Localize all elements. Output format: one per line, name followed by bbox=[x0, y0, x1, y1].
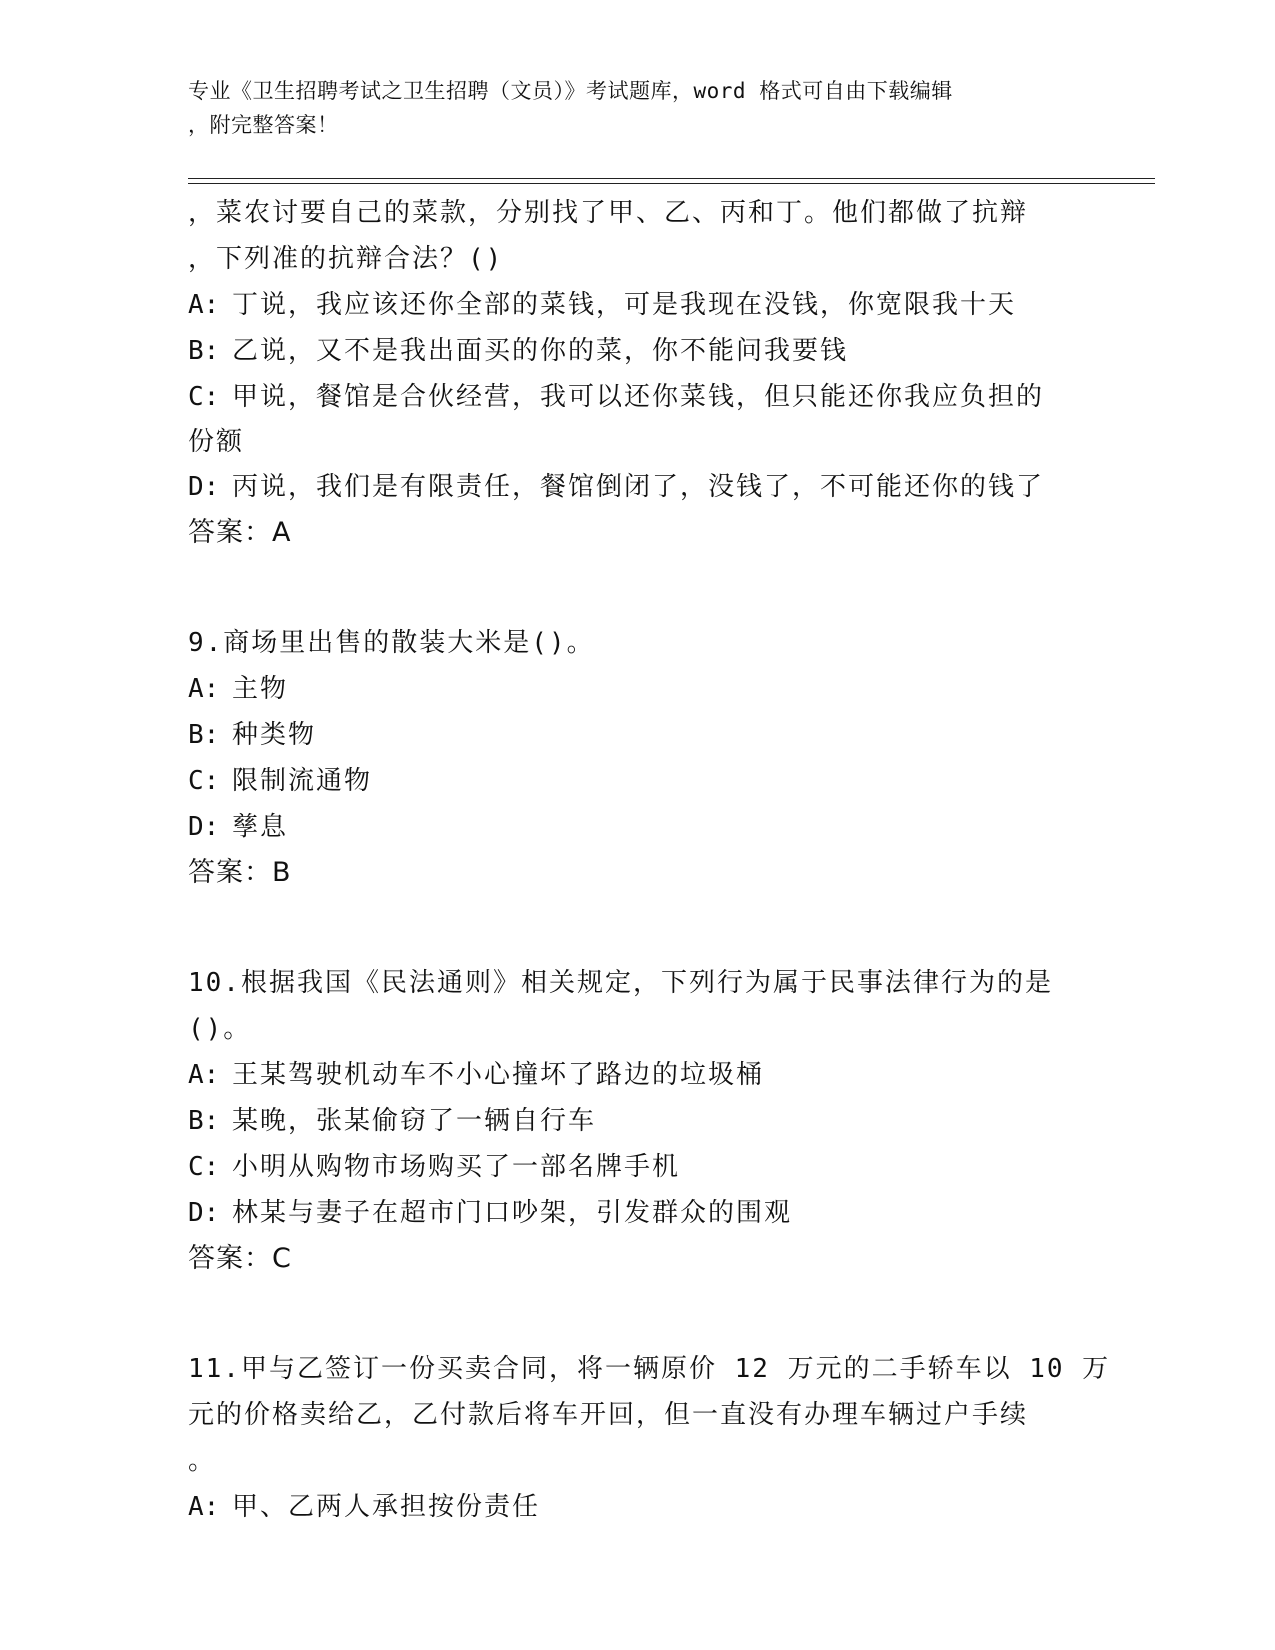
option-d bbox=[188, 1190, 1088, 1236]
option-key: A: bbox=[188, 1060, 220, 1090]
option-text: 种类物 bbox=[232, 720, 317, 750]
option-text: 甲说，餐馆是合伙经营，我可以还你菜钱，但只能还你我应负担的 bbox=[232, 382, 1045, 412]
option-b bbox=[188, 328, 1088, 374]
question-9 bbox=[188, 620, 1088, 896]
question-list bbox=[188, 190, 1111, 1530]
option-key: C: bbox=[188, 766, 220, 796]
option-key: D: bbox=[188, 812, 220, 842]
option-c bbox=[188, 758, 1088, 804]
option-key: C: bbox=[188, 382, 220, 412]
option-c bbox=[188, 374, 1088, 420]
question-8 bbox=[188, 190, 1088, 556]
question-stem: 9.商场里出售的散装大米是()。 bbox=[188, 628, 595, 658]
option-text: 丁说，我应该还你全部的菜钱，可是我现在没钱，你宽限我十天 bbox=[232, 290, 1017, 320]
option-key: A: bbox=[188, 290, 220, 320]
option-text: 乙说，又不是我出面买的你的菜，你不能问我要钱 bbox=[232, 336, 849, 366]
question-stem: 11.甲与乙签订一份买卖合同，将一辆原价 12 万元的二手轿车以 10 万 bbox=[188, 1354, 1111, 1384]
option-key: B: bbox=[188, 1106, 220, 1136]
option-a bbox=[188, 282, 1088, 328]
option-text: 某晚，张某偷窃了一辆自行车 bbox=[232, 1106, 597, 1136]
option-d bbox=[188, 804, 1088, 850]
option-text: 丙说，我们是有限责任，餐馆倒闭了，没钱了，不可能还你的钱了 bbox=[232, 472, 1045, 502]
question-stem: 。 bbox=[188, 1446, 217, 1476]
option-key: B: bbox=[188, 720, 220, 750]
option-d bbox=[188, 464, 1088, 510]
option-key: C: bbox=[188, 1152, 220, 1182]
question-stem: 元的价格卖给乙，乙付款后将车开回，但一直没有办理车辆过户手续 bbox=[188, 1400, 1029, 1430]
question-stem: ，菜农讨要自己的菜款，分别找了甲、乙、丙和丁。他们都做了抗辩 bbox=[188, 198, 1029, 228]
spacer bbox=[188, 1282, 1088, 1346]
option-a bbox=[188, 666, 1088, 712]
option-text: 孳息 bbox=[232, 812, 289, 842]
option-text: 林某与妻子在超市门口吵架，引发群众的围观 bbox=[232, 1198, 793, 1228]
option-key: D: bbox=[188, 472, 220, 502]
question-stem: ()。 bbox=[188, 1014, 252, 1044]
header-divider-top bbox=[188, 178, 1155, 179]
option-b bbox=[188, 712, 1088, 758]
option-key: B: bbox=[188, 336, 220, 366]
answer-label: 答案：B bbox=[188, 857, 292, 888]
option-a bbox=[188, 1484, 1088, 1530]
option-key: A: bbox=[188, 674, 220, 704]
option-a bbox=[188, 1052, 1088, 1098]
option-b bbox=[188, 1098, 1088, 1144]
option-c bbox=[188, 1144, 1088, 1190]
option-key: D: bbox=[188, 1198, 220, 1228]
question-stem: ，下列准的抗辩合法？() bbox=[188, 244, 504, 274]
option-text: 主物 bbox=[232, 674, 289, 704]
option-text: 限制流通物 bbox=[232, 766, 373, 796]
option-text: 小明从购物市场购买了一部名牌手机 bbox=[232, 1152, 681, 1182]
header-divider-bottom bbox=[188, 183, 1155, 184]
question-11 bbox=[188, 1346, 1111, 1530]
spacer bbox=[188, 556, 1088, 620]
header-title-line2: ，附完整答案！ bbox=[188, 113, 339, 137]
option-key: A: bbox=[188, 1492, 220, 1522]
option-text: 王某驾驶机动车不小心撞坏了路边的垃圾桶 bbox=[232, 1060, 765, 1090]
header-title-line1: 专业《卫生招聘考试之卫生招聘（文员）》考试题库，word 格式可自由下载编辑 bbox=[188, 79, 953, 103]
answer-label: 答案：A bbox=[188, 517, 292, 548]
question-stem: 10.根据我国《民法通则》相关规定，下列行为属于民事法律行为的是 bbox=[188, 968, 1053, 998]
option-text: 甲、乙两人承担按份责任 bbox=[232, 1492, 541, 1522]
question-10 bbox=[188, 960, 1088, 1282]
page-header bbox=[188, 74, 1068, 142]
option-c-continued: 份额 bbox=[188, 427, 245, 457]
answer-label: 答案：C bbox=[188, 1243, 292, 1274]
spacer bbox=[188, 896, 1088, 960]
